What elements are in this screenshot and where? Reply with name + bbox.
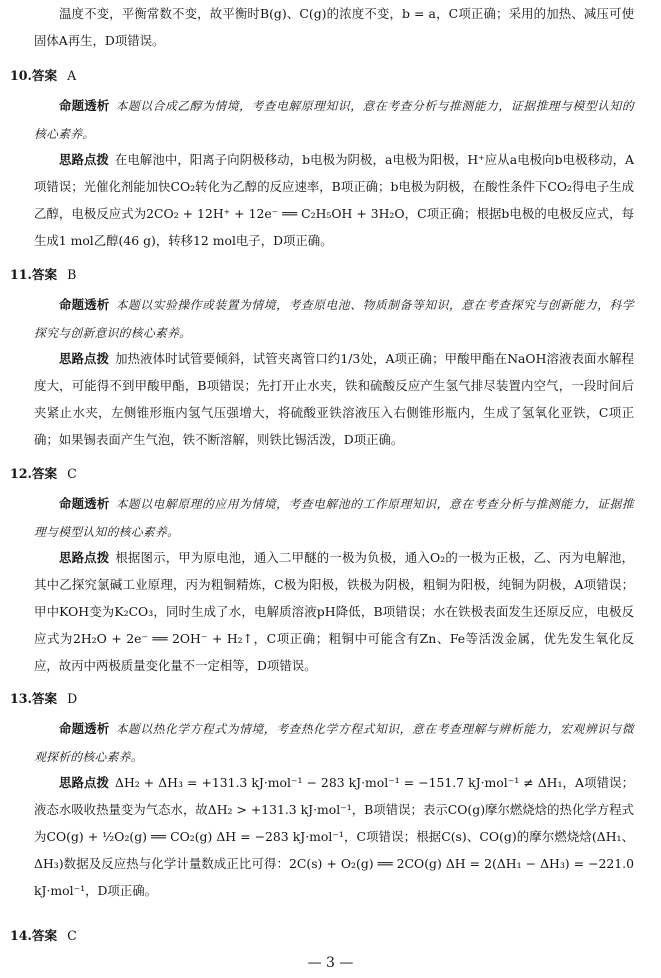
analysis-text: ΔH₂ + ΔH₃ = +131.3 kJ·mol⁻¹ − 283 kJ·mol⁻¹ = −151.7 kJ·mol⁻¹ ≠ ΔH₁，A项错误；液态水吸收热量变为气态水，故ΔH₂ > +131.3 kJ·mol⁻¹，B项错误；表示CO(g)摩尔燃烧焓的热化学方程式为CO(g) + ½O₂(g) ══ CO₂(g) ΔH = −283 kJ·mol⁻¹，C项错误；根据C(s)、CO(g)的摩尔燃烧焓(ΔH₁、ΔH₃)数据及反应热与化学计量数成正比可得：2C(s) + O₂(g) ══ 2CO(g) ΔH = 2(ΔH₁ − ΔH₃) = −221.0 kJ·mol⁻¹，D项正确。 <box>34 775 634 898</box>
question-12-intro <box>34 490 634 546</box>
answer-label: 答案 <box>31 928 58 943</box>
intro-text: 本题以合成乙醇为情境，考查电解原理知识，意在考查分析与推测能力，证据推理与模型认知的核心素养。 <box>34 99 634 141</box>
answer-value: B <box>67 267 77 282</box>
answer-label: 答案 <box>31 691 58 706</box>
page-number: — 3 — <box>307 955 354 971</box>
question-number: 13. <box>10 691 32 706</box>
question-13-header <box>10 689 630 709</box>
analysis-label: 思路点拨 <box>59 152 109 167</box>
analysis-label: 思路点拨 <box>59 550 110 565</box>
intro-text: 本题以热化学方程式为情境，考查热化学方程式知识，意在考查理解与辨析能力，宏观辨识与微观探析的核心素养。 <box>34 722 634 764</box>
answer-label: 答案 <box>31 68 58 83</box>
question-10-intro <box>34 92 634 148</box>
analysis-label: 思路点拨 <box>59 351 110 366</box>
answer-value: A <box>67 68 77 83</box>
intro-label: 命题透析 <box>59 721 110 736</box>
question-14-header <box>10 926 630 946</box>
intro-label: 命题透析 <box>59 297 110 312</box>
question-11-analysis <box>34 345 634 453</box>
intro-text: 本题以电解原理的应用为情境，考查电解池的工作原理知识，意在考查分析与推测能力，证据推理与模型认知的核心素养。 <box>34 497 634 539</box>
analysis-text: 加热液体时试管要倾斜，试管夹离管口约1/3处，A项正确；甲酸甲酯在NaOH溶液表面水解程度大，可能得不到甲酸甲酯，B项错误；先打开止水夹，铁和硫酸反应产生氢气排尽装置内空气，一段时间后夹紧止水夹，左侧锥形瓶内氢气压强增大，将硫酸亚铁溶液压入右侧锥形瓶内，生成了氢氧化亚铁，C项正确；如果锡表面产生气泡，铁不断溶解，则铁比锡活泼，D项正确。 <box>34 351 635 447</box>
question-10-header <box>10 66 630 86</box>
answer-label: 答案 <box>31 466 58 481</box>
answer-value: C <box>67 928 77 943</box>
question-number: 10. <box>10 68 32 83</box>
question-13-intro <box>34 715 634 771</box>
question-12-analysis <box>34 544 634 679</box>
intro-label: 命题透析 <box>59 98 110 113</box>
lead-paragraph: 温度不变，平衡常数不变，故平衡时B(g)、C(g)的浓度不变，b = a，C项正确；采用的加热、减压可使固体A再生，D项错误。 <box>34 6 634 48</box>
question-number: 12. <box>10 466 32 481</box>
question-number: 11. <box>10 267 32 282</box>
question-11-header <box>10 265 630 285</box>
question-number: 14. <box>10 928 32 943</box>
question-11-intro <box>34 291 634 347</box>
analysis-text: 根据图示，甲为原电池，通入二甲醚的一极为负极，通入O₂的一极为正极，乙、丙为电解池，其中乙探究氯碱工业原理，丙为粗铜精炼，C极为阳极，铁极为阴极，粗铜为阳极，纯铜为阴极，A项错误；甲中KOH变为K₂CO₃，同时生成了水，电解质溶液pH降低，B项错误；水在铁极表面发生还原反应，电极反应式为2H₂O + 2e⁻ ══ 2OH⁻ + H₂↑，C项正确；粗铜中可能含有Zn、Fe等活泼金属，优先发生氧化反应，故丙中两极质量变化量不一定相等，D项错误。 <box>34 550 635 673</box>
intro-text: 本题以实验操作或装置为情境，考查原电池、物质制备等知识，意在考查探究与创新能力，科学探究与创新意识的核心素养。 <box>34 298 634 340</box>
question-10-analysis <box>34 146 634 254</box>
analysis-label: 思路点拨 <box>59 775 110 790</box>
analysis-text: 在电解池中，阳离子向阴极移动，b电极为阴极，a电极为阳极，H⁺应从a电极向b电极移动，A项错误；光催化剂能加快CO₂转化为乙醇的反应速率，B项正确；b电极为阴极，在酸性条件下CO₂得电子生成乙醇，电极反应式为2CO₂ + 12H⁺ + 12e⁻ ══ C₂H₅OH + 3H₂O，C项正确；根据b电极的电极反应式，每生成1 mol乙醇(46 g)，转移12 mol电子，D项正确。 <box>34 152 635 248</box>
question-13-analysis <box>34 769 634 904</box>
answer-value: C <box>67 466 77 481</box>
question-12-header <box>10 464 630 484</box>
answer-label: 答案 <box>31 267 58 282</box>
answer-value: D <box>67 691 78 706</box>
intro-label: 命题透析 <box>59 496 110 511</box>
